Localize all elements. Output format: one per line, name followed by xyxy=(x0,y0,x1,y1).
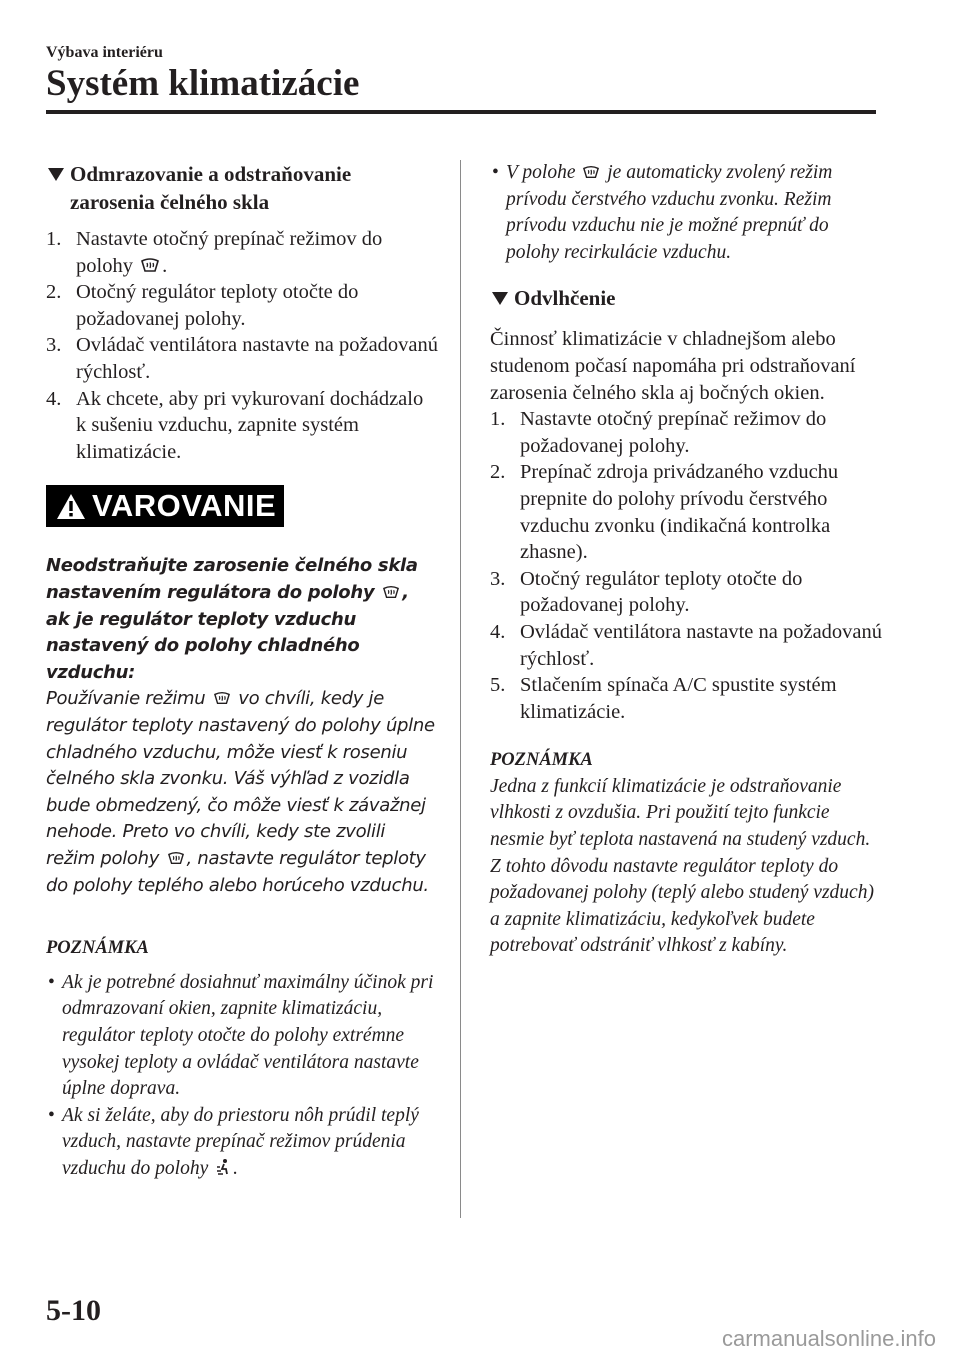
warning-body-text: Používanie režimu xyxy=(46,688,211,710)
step-number: 1. xyxy=(490,408,506,431)
page-title: Systém klimatizácie xyxy=(46,63,360,104)
step-text: Nastavte otočný prepínač režimov do polohy xyxy=(76,228,383,277)
list-item xyxy=(46,226,438,279)
note-heading: POZNÁMKA xyxy=(490,750,593,771)
windshield-defrost-icon xyxy=(167,850,185,866)
list-item xyxy=(490,160,882,266)
note-bullet-text: V polohe xyxy=(506,162,581,183)
list-item xyxy=(46,1103,438,1183)
step-number: 5. xyxy=(490,674,506,697)
defrost-heading xyxy=(46,160,438,216)
step-text: Prepínač zdroja privádzaného vzduchu prepnite do polohy prívodu čerstvého vzduchu zvonku (indikačná kontrolka zhasne). xyxy=(520,461,839,564)
page-number: 5-10 xyxy=(46,1294,101,1327)
windshield-defrost-icon xyxy=(382,584,400,600)
step-text: Ovládač ventilátora nastavte na požadovanú rýchlosť. xyxy=(520,620,883,670)
step-text: Nastavte otočný prepínač režimov do požadovanej polohy. xyxy=(520,408,827,457)
heading-line-2: zarosenia čelného skla xyxy=(70,190,270,214)
step-number: 4. xyxy=(46,387,62,410)
warning-body-text: vo chvíli, kedy je regulátor teploty nastavený do polohy úplne chladného vzduchu, môže viesť k roseniu čelného skla zvonku. Váš výhľad z vozidla bude obmedzený, čo môže viesť k závažnej nehode. Preto vo chvíli, kedy ste zvolili režim polohy xyxy=(46,688,435,869)
list-item xyxy=(46,332,438,385)
note-text: Jedna z funkcií klimatizácie je odstraňovanie vlhkosti z ovzdušia. Pri použití tejto funkcie nesmie byť teplota nastavená na studený vzduch. Z tohto dôvodu nastavte regulátor teploty do požadovanej polohy (teplý alebo studený vzduch) a zapnite klimatizáciu, kedykoľvek budete potrebovať odstrániť vlhkosť z kabíny. xyxy=(490,775,874,957)
step-text: Ovládač ventilátora nastavte na požadovanú rýchlosť. xyxy=(76,334,439,383)
windshield-defrost-icon xyxy=(213,690,231,706)
section-label: Výbava interiéru xyxy=(46,44,163,61)
list-item xyxy=(490,672,882,725)
note-bullets-continued xyxy=(490,160,882,266)
warning-bold-text: Neodstraňujte zarosenie čelného skla nastavením regulátora do polohy xyxy=(46,555,418,604)
step-number: 4. xyxy=(490,620,506,643)
list-item xyxy=(490,619,882,672)
step-number: 1. xyxy=(46,228,62,250)
step-text: Ak chcete, aby pri vykurovaní dochádzalo k sušeniu vzduchu, zapnite systém klimatizácie. xyxy=(76,387,424,463)
watermark: carmanualsonline.info xyxy=(721,1326,936,1351)
dehumidify-steps xyxy=(490,406,882,725)
step-number: 2. xyxy=(46,281,62,304)
list-item xyxy=(490,566,882,619)
note-bullets xyxy=(46,970,438,1183)
bullet-icon: • xyxy=(492,162,499,183)
warning-body-text: , nastavte regulátor teploty do polohy teplého alebo horúceho vzduchu. xyxy=(46,847,429,896)
dehumidify-heading xyxy=(490,284,882,312)
list-item xyxy=(46,386,438,466)
section-triangle-icon xyxy=(492,292,508,305)
warning-label: VAROVANIE xyxy=(92,488,277,524)
list-item xyxy=(490,406,882,459)
windshield-defrost-icon xyxy=(140,256,160,274)
list-item xyxy=(46,279,438,332)
note-heading: POZNÁMKA xyxy=(46,938,149,959)
note-bullet-text: Ak je potrebné dosiahnuť maximálny účinok pri odmrazovaní okien, zapnite klimatizáciu, regulátor teploty otočte do polohy extrémne vysokej teploty a ovládač ventilátora nastavte úplne doprava. xyxy=(62,971,434,1100)
heading-line-1: Odmrazovanie a odstraňovanie xyxy=(70,162,352,186)
step-number: 3. xyxy=(46,334,62,357)
windshield-defrost-icon xyxy=(582,164,600,180)
defrost-steps xyxy=(46,226,438,465)
section-triangle-icon xyxy=(48,168,64,181)
note-bullet-text: je automaticky zvolený režim prívodu čerstvého vzduchu zvonku. Režim prívodu vzduchu nie je možné prepnúť do polohy recirkulácie vzduchu. xyxy=(506,162,833,263)
column-divider xyxy=(460,160,461,1218)
note-bullet-text-end: . xyxy=(233,1157,238,1179)
step-text-end: . xyxy=(162,254,168,277)
note-bullet-text: Ak si želáte, aby do priestoru nôh prúdil teplý vzduch, nastavte prepínač režimov prúdenia vzduchu do polohy xyxy=(62,1104,419,1179)
step-text: Otočný regulátor teploty otočte do požadovanej polohy. xyxy=(520,567,803,617)
warning-bold-text: , ak je regulátor teploty vzduchu nastavený do polohy chladného vzduchu: xyxy=(46,582,409,683)
bullet-icon: • xyxy=(48,1104,55,1126)
right-column xyxy=(490,160,882,960)
dehumidify-intro: Činnosť klimatizácie v chladnejšom alebo studenom počasí napomáha pri odstraňovaní zarosenia čelného skla aj bočných okien. xyxy=(490,328,856,404)
step-number: 3. xyxy=(490,567,506,590)
floor-defrost-mode-icon xyxy=(215,1158,231,1176)
step-text: Stlačením spínača A/C spustite systém klimatizácie. xyxy=(520,674,837,723)
heading-text: Odvlhčenie xyxy=(514,286,616,311)
step-text: Otočný regulátor teploty otočte do požadovanej polohy. xyxy=(76,281,359,330)
warning-text xyxy=(46,553,438,899)
header-rule xyxy=(46,110,876,114)
left-column xyxy=(46,160,438,1183)
step-number: 2. xyxy=(490,461,506,484)
list-item xyxy=(490,459,882,565)
warning-triangle-icon xyxy=(56,493,86,520)
warning-badge xyxy=(46,485,284,527)
bullet-icon: • xyxy=(48,971,55,993)
list-item xyxy=(46,970,438,1103)
